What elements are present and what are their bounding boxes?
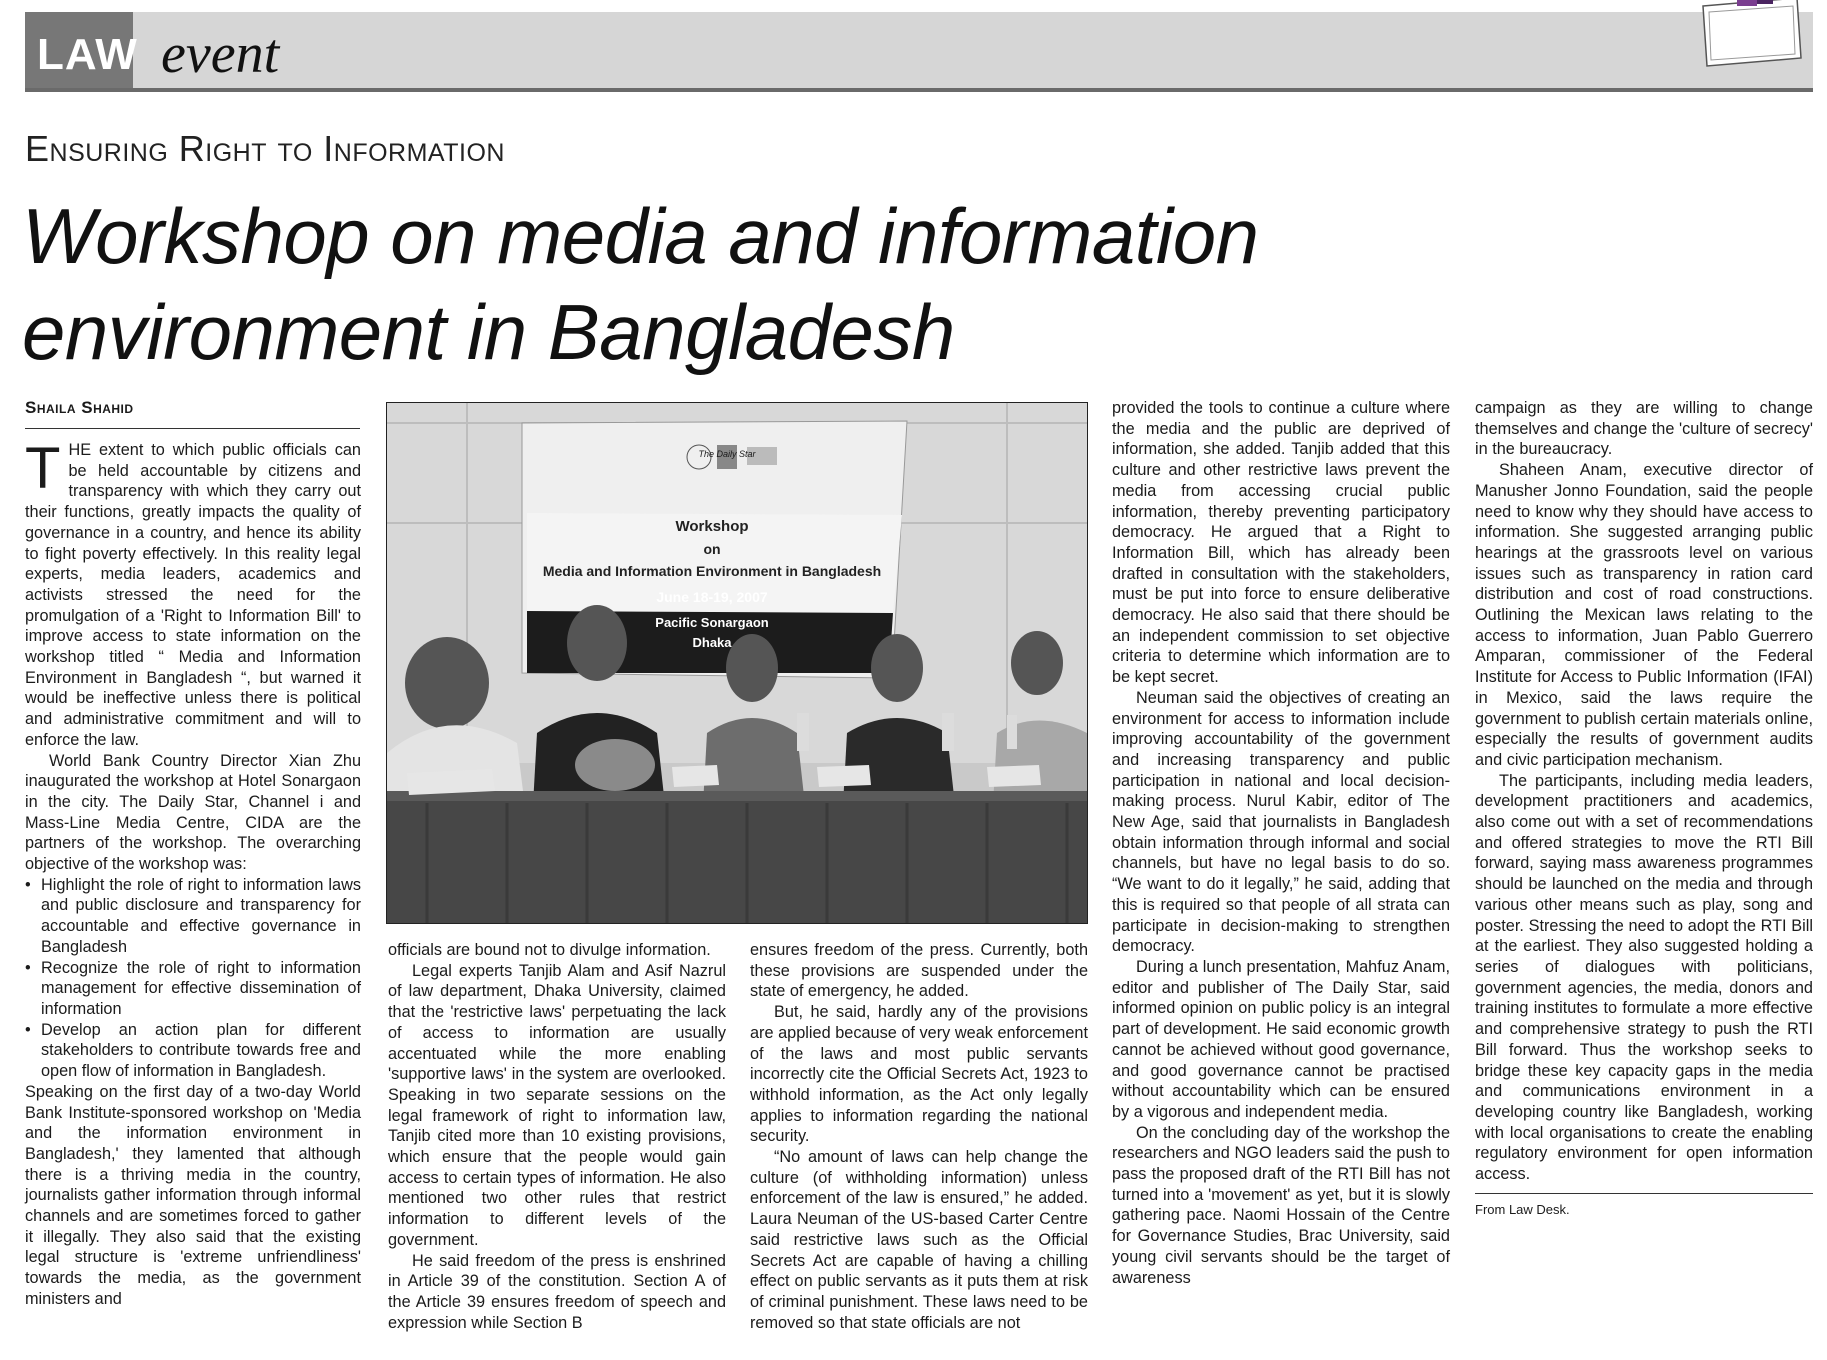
banner-venue: Pacific Sonargaon <box>655 615 769 630</box>
article-column-4 <box>1112 398 1450 1288</box>
banner-line-3: Media and Information Environment in Bangladesh <box>542 563 882 579</box>
list-item: • Highlight the role of right to information laws and public disclosure and transparency for accountable and effective governance in Bangladesh <box>25 875 361 958</box>
daily-star-logo: The Daily Star <box>698 449 756 459</box>
paragraph: But, he said, hardly any of the provisions are applied because of very weak enforcement of the laws and most public servants incorrectly cite the Official Secrets Act, 1923 to withhold information, as the Act only legally applies to information regarding the national security. <box>750 1003 1088 1146</box>
article-column-3 <box>750 940 1088 1333</box>
article-kicker: Ensuring Right to Information <box>25 128 505 169</box>
paragraph: officials are bound not to divulge information. <box>388 941 711 959</box>
paragraph: The participants, including media leaders, development practitioners and academics, also come out with a set of recommendations and offered strategies to move the RTI Bill forward, saying mass awareness programmes should be launched on the media and through various other means such as play, song and poster. Stressing the need to adopt the RTI Bill at the earliest. They also suggested holding a series of dialogues with politicians, government agencies, the media, donors and training institutes to formulate a more effective and comprehensive strategy to push the RTI Bill forward. Thus the workshop seeks to bridge these key capacity gaps in the media and communications environment in a developing country like Bangladesh, working with local organisations to create the enabling regulatory environment for open information access. <box>1475 771 1813 1184</box>
paragraph: THE extent to which public officials can be held accountable by citizens and transparency with which they carry out their functions, greatly impacts the quality of governance in a country, and hence its ability to fight poverty effectively. In this reality legal experts, media leaders, academics and activists stressed the need for the promulgation of a 'Right to Information Bill' to improve access to state information on the workshop titled “ Media and Information Environment in Bangladesh “, but warned it would be ineffective unless there is political and administrative commitment and will to enforce the law. <box>25 436 361 749</box>
paragraph: campaign as they are willing to change themselves and change the 'culture of secrecy' in the bureaucracy. <box>1475 399 1813 459</box>
paragraph: Legal experts Tanjib Alam and Asif Nazrul of law department, Dhaka University, claimed that the 'restrictive laws' perpetuating the lack of access to information are usually accentuated while the more enabling 'supportive laws' in the system are overlooked. Speaking in two separate sessions on the legal framework of right to information law, Tanjib cited more than 10 existing provisions, which ensure that the people would gain access to certain types of information. He also mentioned two other rules that restrict information to different levels of the government. <box>388 961 726 1249</box>
list-item: • Develop an action plan for different stakeholders to contribute towards free and open flow of information in Bangladesh. <box>25 1020 361 1082</box>
paragraph: Shaheen Anam, executive director of Manusher Jonno Foundation, said the people need to know why they should have access to information. She suggested arranging public hearings at the grassroots level on various issues such as transparency in ration card distribution and cost of road constructions. Outlining the Mexican laws relating to the access to information, Juan Pablo Guerrero Amparan, commissioner of the Federal Institute for Access to Public Information (IFAI) in Mexico, said the laws require the government to publish certain materials online, especially the results of government audits and civic participation mechanism. <box>1475 461 1813 769</box>
list-item: • Recognize the role of right to information management for effective dissemination of information <box>25 958 361 1020</box>
banner-date: June 18-19, 2007 <box>656 589 768 605</box>
article-column-1 <box>25 436 361 1310</box>
banner-city: Dhaka <box>692 635 732 650</box>
drop-cap: T <box>25 436 61 501</box>
paragraph: On the concluding day of the workshop the researchers and NGO leaders said the push to pass the proposed draft of the RTI Bill has not turned into a 'movement' as yet, but it is slowly gathering pace. Naomi Hossain of the Centre for Governance Studies, Brac University, said young civil servants should be the target of awareness <box>1112 1123 1450 1287</box>
paragraph: He said freedom of the press is enshrined in Article 39 of the constitution. Section A of the Article 39 ensures freedom of speech and expression while Section B <box>388 1251 726 1332</box>
paragraph: Neuman said the objectives of creating an environment for access to information include improving accountability of the government and increasing transparency and public participation in national and local decision-making process. Nurul Kabir, editor of The New Age, said that journalists in Bangladesh obtain information through informal and social channels, but have no legal basis to do so. “We want to do it legally,” he said, adding that this is required so that people of all strata can participate in decision-making to strengthen democracy. <box>1112 688 1450 956</box>
masthead-law: LAW <box>37 30 138 79</box>
masthead-event: event <box>161 23 280 85</box>
section-masthead <box>25 12 1813 92</box>
paragraph: provided the tools to continue a culture where the media and the public are deprived of information, she added. Tanjib added that this culture and other restrictive laws prevent the media from accessing crucial public information, thereby preventing participatory democracy. He argued that a Right to Information Bill, which has already been drafted in consultation with the stakeholders, must be put into force to ensure deliberative democracy. He also said that there should be an independent commission to set objective criteria to determine which information are to be kept secret. <box>1112 399 1450 687</box>
article-credit: From Law Desk. <box>1475 1193 1813 1217</box>
objectives-list <box>25 875 361 1082</box>
banner-line-1: Workshop <box>675 518 749 535</box>
article-byline: Shaila Shahid <box>25 398 360 429</box>
workshop-photo <box>386 402 1088 924</box>
banner-line-2: on <box>703 541 721 557</box>
paragraph: During a lunch presentation, Mahfuz Anam, editor and publisher of The Daily Star, said informed opinion on public policy is an integral part of development. He said economic growth cannot be achieved without good governance, and good governance cannot be practised without accountability which can be ensured by a vigorous and independent media. <box>1112 957 1450 1121</box>
paragraph: World Bank Country Director Xian Zhu inaugurated the workshop at Hotel Sonargaon in the city. The Daily Star, Channel i and Mass-Line Media Centre, CIDA are the partners of the workshop. The overarching objective of the workshop was: <box>25 751 361 874</box>
paragraph: “No amount of laws can help change the culture (of withholding information) unless enforcement of the law is ensured,” he added. Laura Neuman of the US-based Carter Centre said restrictive laws such as the Official Secrets Act are capable of having a chilling effect on public servants as it puts them at risk of criminal punishment. These laws need to be removed so that state officials are not <box>750 1148 1088 1332</box>
article-column-5 <box>1475 398 1813 1217</box>
paragraph: Speaking on the first day of a two-day World Bank Institute-sponsored workshop on 'Media and the information environment in Bangladesh,' they lamented that although there is a thriving media in the country, journalists gather information through informal channels and are sometimes forced to gather it illegally. They also said that the existing legal structure is 'extreme unfriendliness' towards the media, as the government ministers and <box>25 1082 361 1308</box>
paragraph: ensures freedom of the press. Currently, both these provisions are suspended under the state of emergency, he added. <box>750 941 1088 1001</box>
notepad-clip-icon <box>1697 0 1805 72</box>
article-headline: Workshop on media and information environment in Bangladesh <box>22 192 1259 376</box>
article-column-2 <box>388 940 726 1333</box>
